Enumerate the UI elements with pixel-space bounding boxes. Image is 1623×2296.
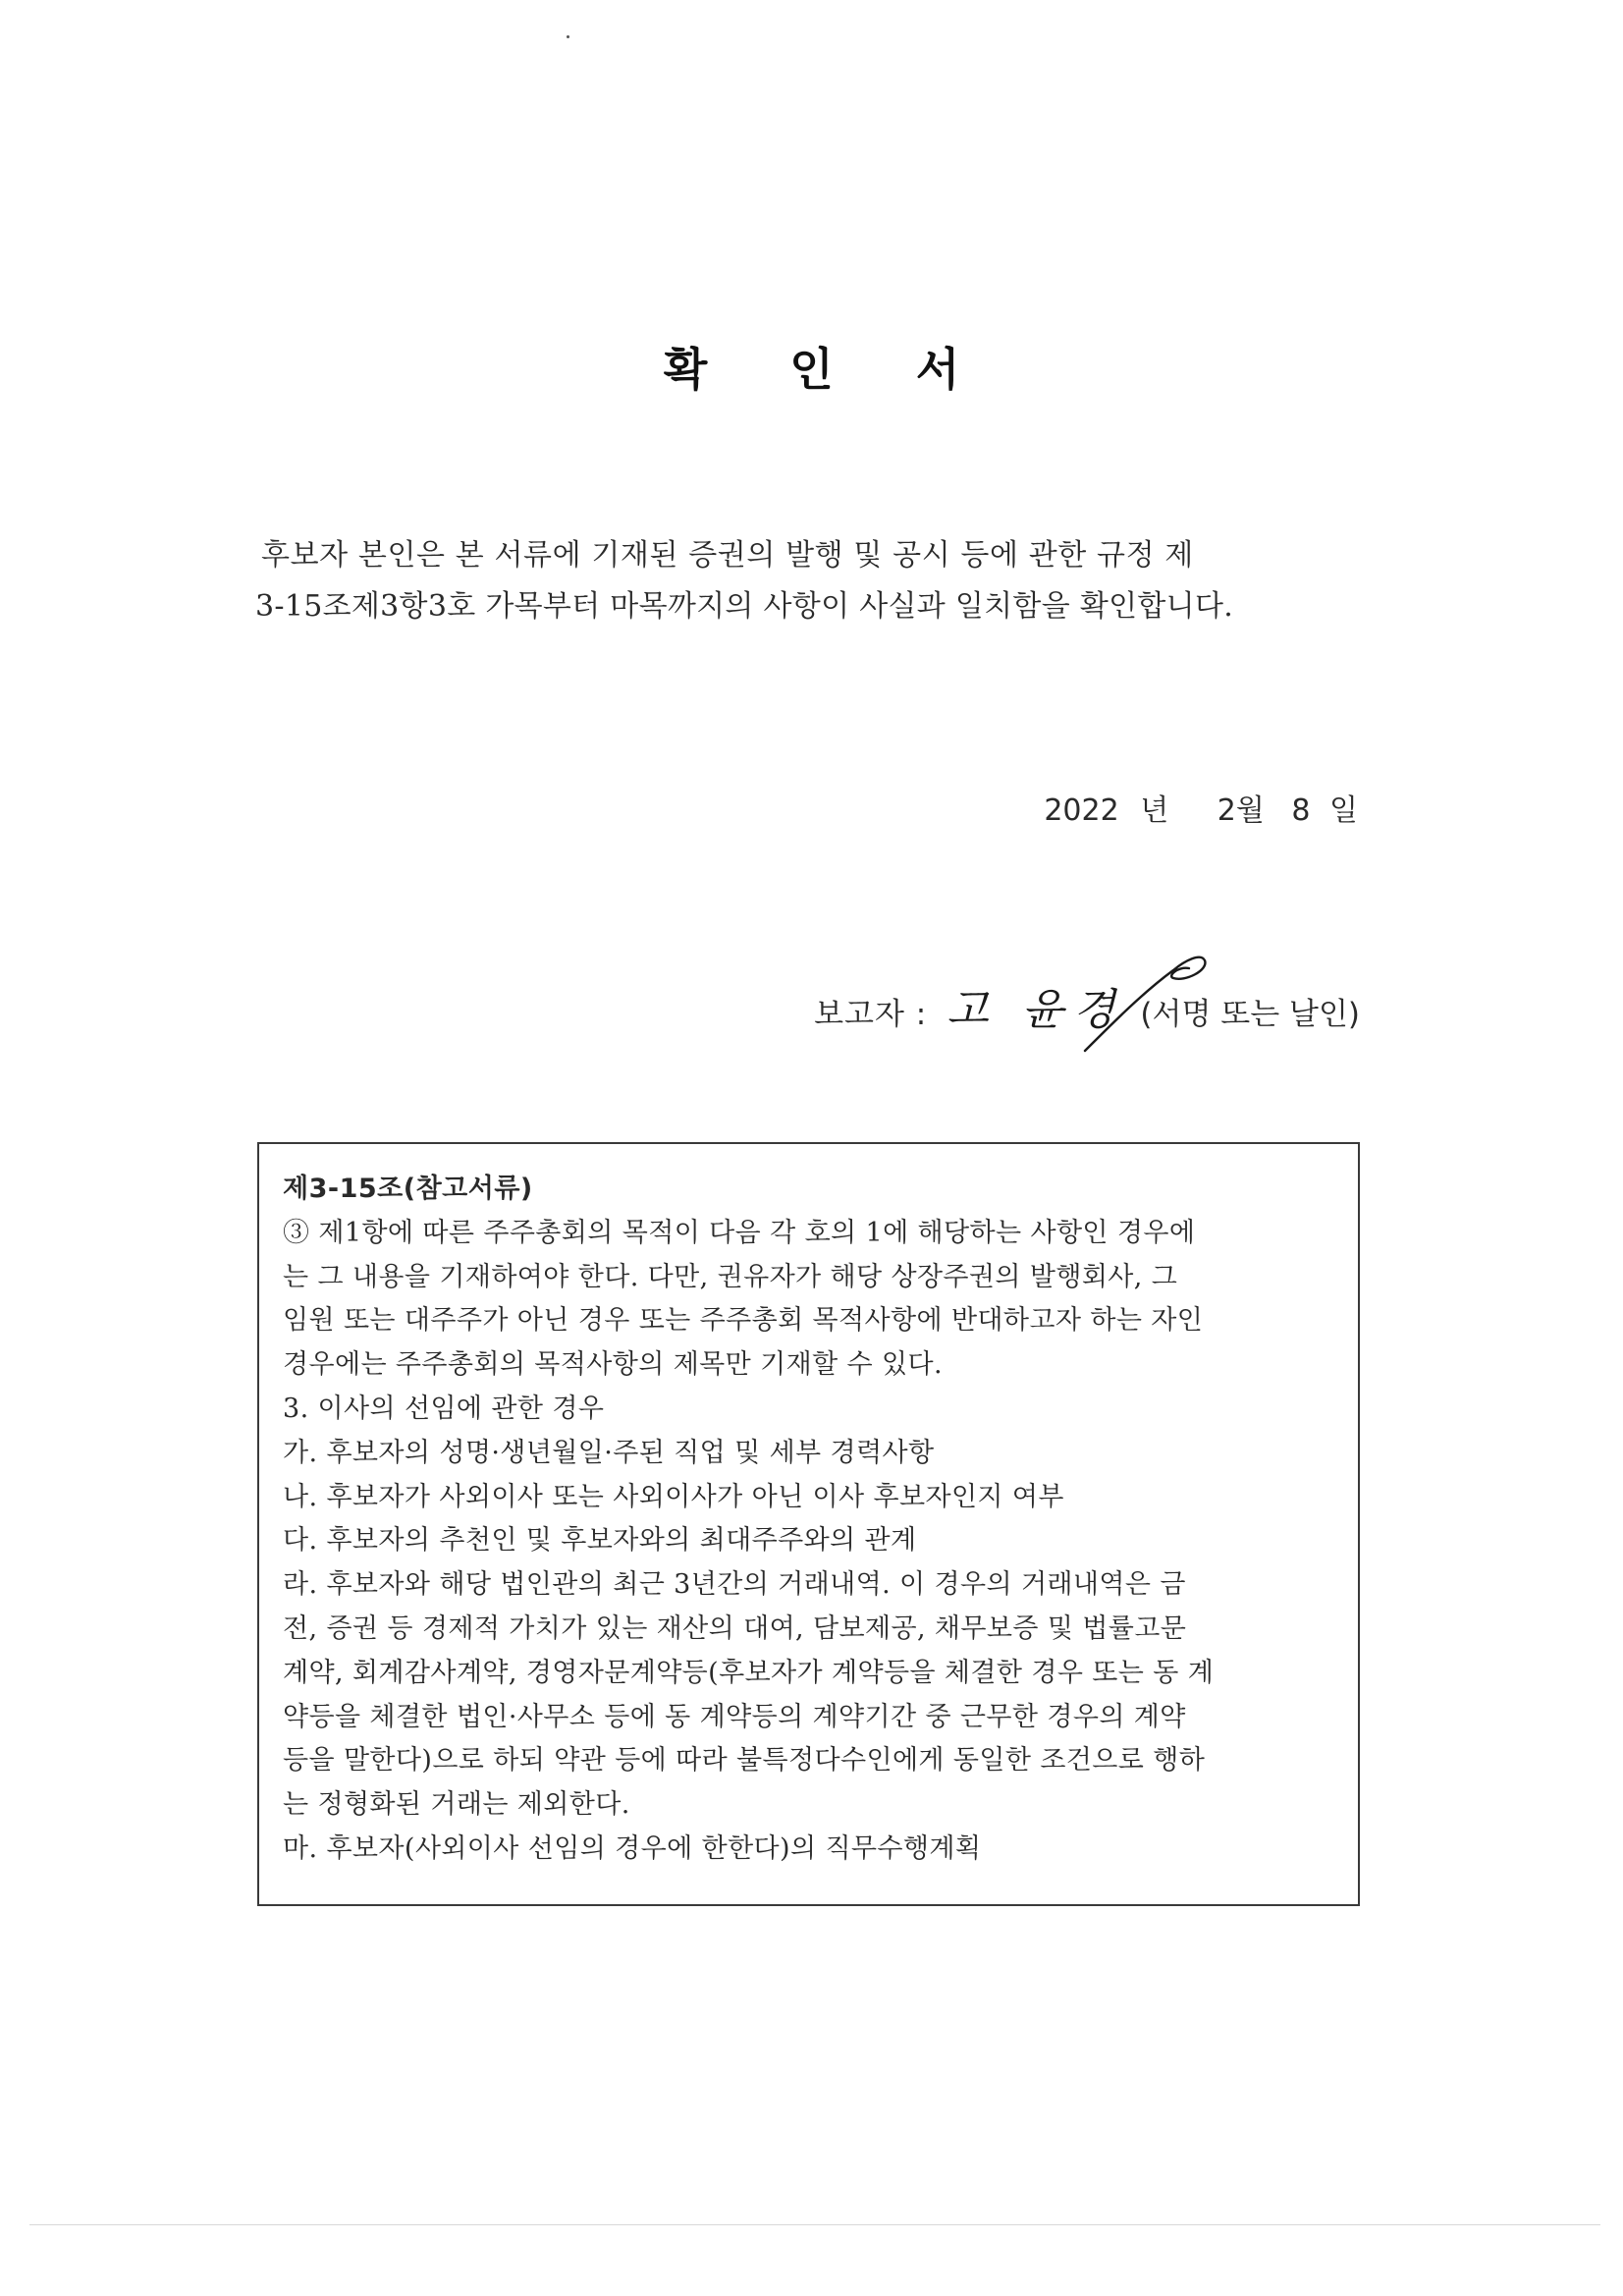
reference-row: 는 그 내용을 기재하여야 한다. 다만, 권유자가 해당 상장주권의 발행회사, 그: [283, 1261, 1178, 1292]
signature-stroke: [1075, 943, 1222, 1061]
reference-row: 3. 이사의 선임에 관한 경우: [283, 1393, 605, 1424]
confirmation-statement: [255, 530, 1365, 632]
date-year-unit: 년: [1140, 793, 1169, 828]
date-line: [1044, 786, 1358, 829]
reference-regulation-box: [257, 1142, 1360, 1906]
reference-title: 제3-15조(참고서류): [283, 1174, 533, 1204]
date-year: 2022: [1044, 793, 1119, 828]
reference-row: 가. 후보자의 성명·생년월일·주된 직업 및 세부 경력사항: [283, 1437, 935, 1468]
date-month: 2월: [1217, 793, 1265, 828]
reference-row: ③ 제1항에 따른 주주총회의 목적이 다음 각 호의 1에 해당하는 사항인 경우에: [283, 1217, 1196, 1248]
scan-speck: [567, 35, 569, 38]
reference-row: 전, 증권 등 경제적 가치가 있는 재산의 대여, 담보제공, 채무보증 및 법률고문: [283, 1613, 1187, 1644]
reference-row: 마. 후보자(사외이사 선임의 경우에 한한다)의 직무수행계획: [283, 1832, 982, 1864]
reference-row: 다. 후보자의 추천인 및 후보자와의 최대주주와의 관계: [283, 1525, 917, 1557]
reference-row: 약등을 체결한 법인·사무소 등에 동 계약등의 계약기간 중 근무한 경우의 계약: [283, 1701, 1186, 1732]
date-day: 8: [1291, 793, 1311, 828]
reference-row: 계약, 회계감사계약, 경영자문계약등(후보자가 계약등을 체결한 경우 또는 동 계: [283, 1657, 1215, 1688]
reporter-handwritten-name: 고 윤경: [947, 985, 1125, 1035]
sign-note: (서명 또는 날인): [1140, 997, 1360, 1032]
reference-row: 경우에는 주주총회의 목적사항의 제목만 기재할 수 있다.: [283, 1349, 943, 1381]
statement-line-1: 후보자 본인은 본 서류에 기재된 증권의 발행 및 공시 등에 관한 규정 제: [261, 538, 1194, 573]
reference-row: 나. 후보자가 사외이사 또는 사외이사가 아닌 이사 후보자인지 여부: [283, 1481, 1064, 1512]
reference-row: 임원 또는 대주주가 아닌 경우 또는 주주총회 목적사항에 반대하고자 하는 자인: [283, 1305, 1204, 1337]
statement-line-2: 3-15조제3항3호 가목부터 마목까지의 사항이 사실과 일치함을 확인합니다.: [255, 589, 1234, 624]
reference-row: 등을 말한다)으로 하되 약관 등에 따라 불특정다수인에게 동일한 조건으로 행하: [283, 1745, 1206, 1777]
reference-row: 라. 후보자와 해당 법인관의 최근 3년간의 거래내역. 이 경우의 거래내역은 금: [283, 1569, 1186, 1601]
reference-row: 는 정형화된 거래는 제외한다.: [283, 1789, 630, 1821]
date-day-unit: 일: [1329, 793, 1358, 828]
scan-edge-line: [29, 2224, 1600, 2225]
reporter-label: 보고자 :: [814, 997, 928, 1032]
document-title: 확 인 서: [663, 343, 994, 396]
